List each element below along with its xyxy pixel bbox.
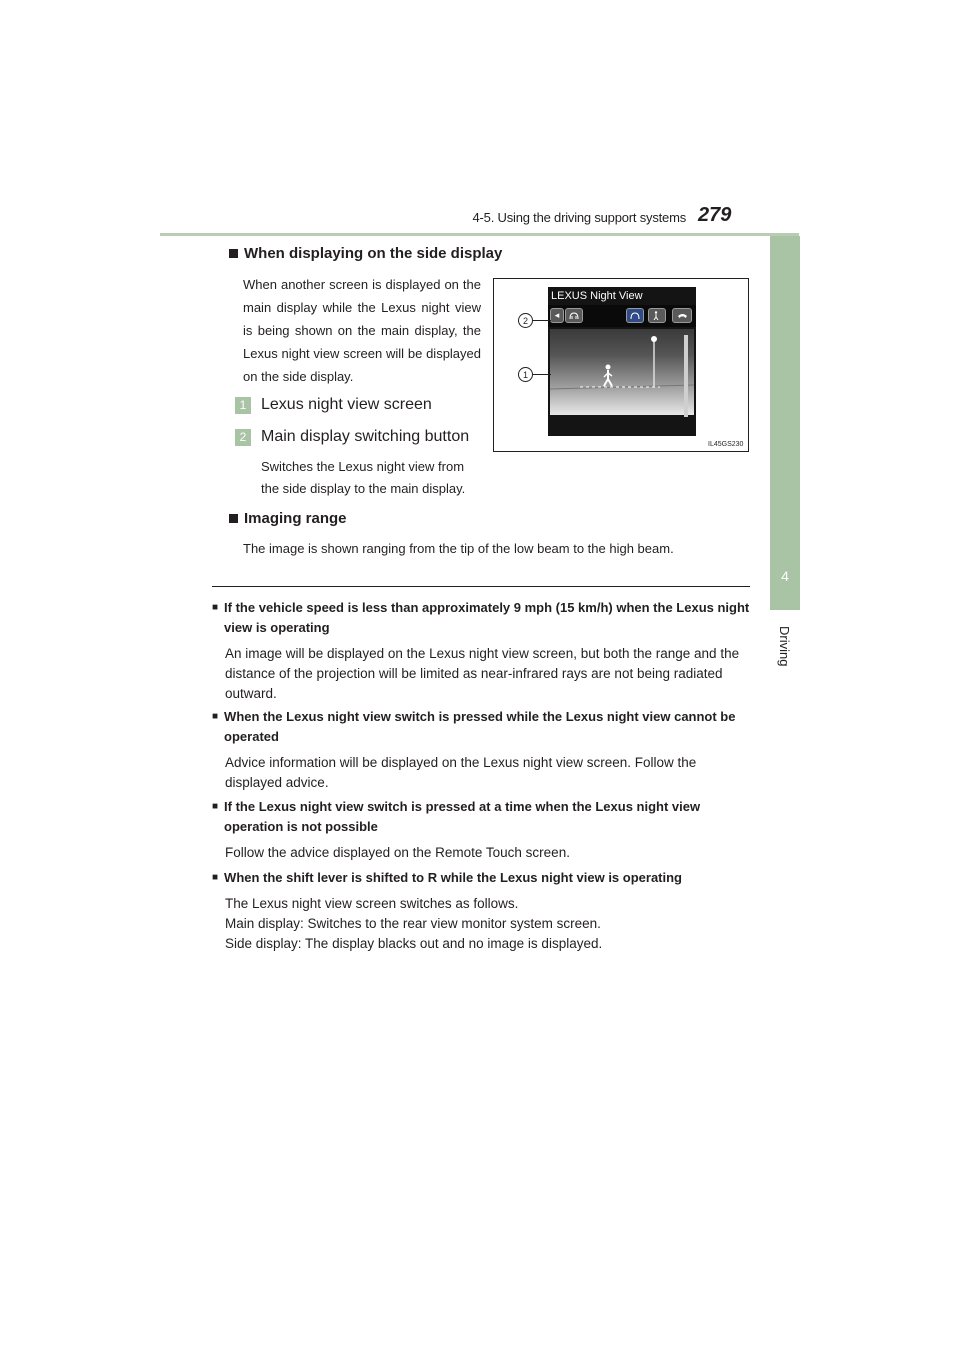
page-number: 279	[698, 204, 732, 226]
note-4-line-2: Main display: Switches to the rear view monitor system screen.	[225, 916, 601, 931]
note-3	[212, 797, 750, 863]
night-view-screen	[548, 287, 696, 436]
screen-button-bar	[548, 305, 696, 327]
figure-id: IL45GS230	[708, 441, 744, 448]
figure-callout-1: 1	[518, 367, 533, 382]
chapter-tab-number: 4	[781, 568, 789, 584]
note-2-title-text: When the Lexus night view switch is pressed while the Lexus night view cannot be operated	[224, 709, 736, 744]
figure-leader-1	[533, 374, 551, 375]
header-rule	[160, 233, 799, 236]
chapter-tab-label-wrap	[770, 626, 800, 686]
pedestrian-icon	[652, 311, 662, 320]
square-bullet-icon	[229, 514, 238, 523]
imaging-range-heading-text: Imaging range	[244, 510, 347, 527]
note-4-line-1: The Lexus night view screen switches as follows.	[225, 896, 519, 911]
note-4-line-3: Side display: The display blacks out and no image is displayed.	[225, 936, 603, 951]
triangle-bullet-icon: ■	[212, 602, 219, 613]
night-view-mode-button[interactable]	[626, 308, 644, 323]
figure-callout-2: 2	[518, 313, 533, 328]
side-display-heading-text: When displaying on the side display	[244, 245, 503, 262]
note-4-title-text: When the shift lever is shifted to R while the Lexus night view is operating	[224, 870, 682, 885]
main-display-switch-button[interactable]	[565, 308, 583, 323]
note-1-title-text: If the vehicle speed is less than approximately 9 mph (15 km/h) when the Lexus night view is operating	[224, 600, 750, 635]
pedestrian-mode-button[interactable]	[648, 308, 666, 323]
note-2-body: Advice information will be displayed on the Lexus night view screen. Follow the displayed advice.	[225, 755, 697, 790]
section-divider	[212, 586, 750, 587]
chapter-tab-label: Driving	[777, 626, 792, 667]
callout-label-2: Main display switching button	[261, 428, 470, 445]
note-2-title	[212, 707, 750, 747]
screen-title: LEXUS Night View	[551, 290, 643, 302]
note-4-title	[212, 868, 750, 888]
imaging-range-text: The image is shown ranging from the tip of the low beam to the high beam.	[243, 541, 674, 556]
section-title: 4-5. Using the driving support systems	[472, 210, 686, 225]
phone-icon	[677, 312, 688, 319]
night-view-figure	[493, 278, 749, 452]
figure-leader-2	[533, 320, 551, 321]
headlight-icon	[569, 312, 579, 320]
callout-number-1: 1	[235, 397, 251, 414]
triangle-bullet-icon: ■	[212, 711, 219, 722]
night-view-image	[550, 329, 694, 415]
callout-number-2: 2	[235, 429, 251, 446]
note-3-title	[212, 797, 750, 837]
triangle-bullet-icon: ■	[212, 801, 219, 812]
note-1-title	[212, 598, 750, 638]
night-scene-graphic	[550, 329, 694, 415]
callout-label-1: Lexus night view screen	[261, 396, 432, 413]
callout-2	[235, 428, 469, 446]
note-3-title-text: If the Lexus night view switch is pressed at a time when the Lexus night view operation is not possible	[224, 799, 701, 834]
note-1-body: An image will be displayed on the Lexus night view screen, but both the range and the distance of the projection will be limited as near-infrared rays are not being radiated outward.	[225, 646, 740, 701]
note-4-body	[212, 894, 750, 954]
headlight-icon	[630, 312, 640, 320]
display-off-button[interactable]	[672, 308, 692, 323]
back-arrow-icon[interactable]: ◂	[550, 308, 564, 323]
side-display-intro: When another screen is displayed on the main display while the Lexus night view is being shown on the main display, the Lexus night view screen will be displayed on the side display.	[243, 277, 481, 384]
chapter-tab	[770, 236, 800, 610]
callout-1	[235, 396, 432, 414]
triangle-bullet-icon: ■	[212, 872, 219, 883]
note-4	[212, 868, 750, 954]
note-3-body: Follow the advice displayed on the Remote Touch screen.	[225, 845, 570, 860]
callout-2-description: Switches the Lexus night view from the side display to the main display.	[261, 459, 466, 496]
side-display-heading	[229, 245, 502, 262]
imaging-range-heading	[229, 510, 347, 527]
note-2	[212, 707, 750, 793]
range-indicator-bar	[684, 335, 688, 417]
note-1	[212, 598, 750, 704]
square-bullet-icon	[229, 249, 238, 258]
